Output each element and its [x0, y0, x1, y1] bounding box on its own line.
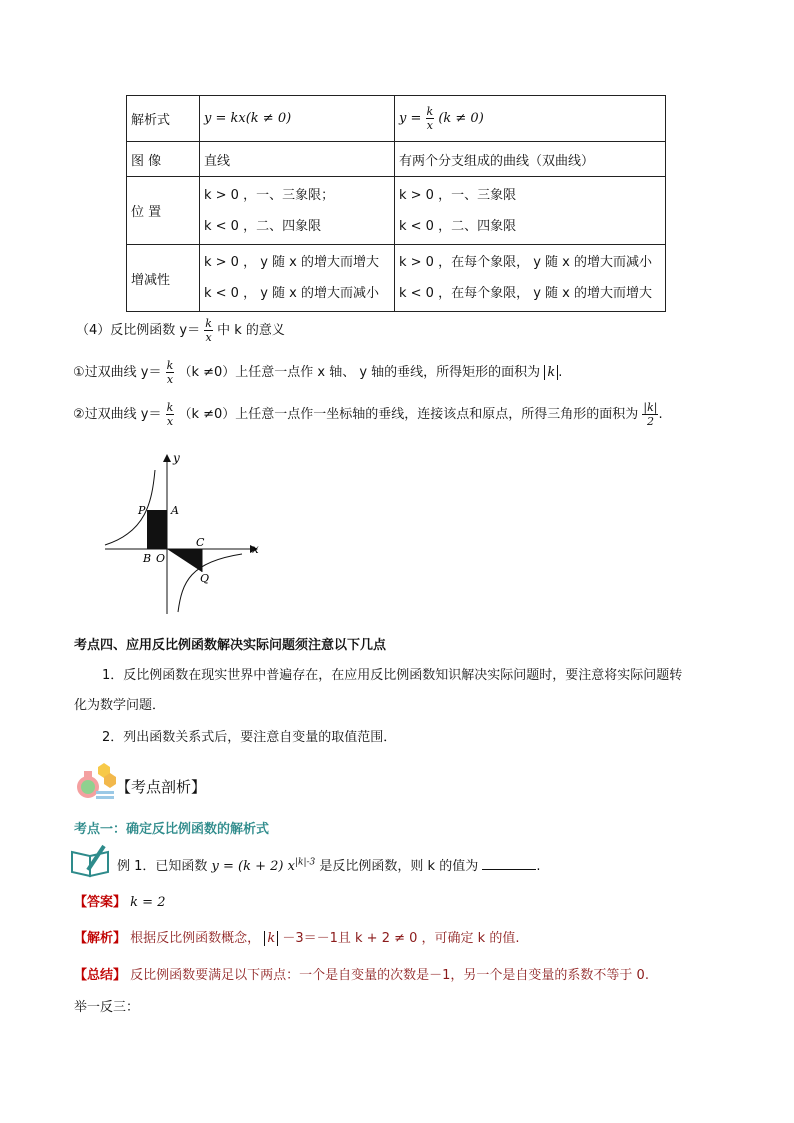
label-y: y — [173, 452, 180, 465]
knowledge-point-title: 考点一：确定反比例函数的解析式 — [74, 822, 270, 837]
y-axis-arrow — [163, 454, 171, 462]
text: ①过双曲线 y＝ — [73, 365, 162, 380]
table-row — [127, 177, 666, 245]
text: （4）反比例函数 y＝ — [76, 323, 201, 338]
answer-text: k = 2 — [130, 895, 166, 910]
answer-blank — [482, 857, 536, 870]
fraction: $\frac{k}{x}$ — [205, 317, 212, 344]
section-4-heading — [76, 318, 285, 343]
answer-line — [74, 891, 165, 910]
cell: 直线 — [200, 142, 395, 177]
text: . — [558, 365, 563, 380]
cell: y = kx(k ≠ 0) — [200, 96, 395, 142]
shaded-rectangle — [147, 510, 167, 549]
hyperbola-branch-lower — [178, 554, 242, 612]
example-1 — [117, 855, 540, 874]
text: . — [658, 407, 663, 422]
table-row — [127, 142, 666, 177]
cell-line: k < 0 ，二、四象限 — [204, 218, 322, 234]
fraction: $\frac{k}{x}$ — [426, 105, 434, 132]
section-title: 考点四、应用反比例函数解决实际问题须注意以下几点 — [74, 638, 387, 653]
cell — [395, 245, 666, 312]
text: 是反比例函数，则 k 的值为 — [319, 859, 479, 874]
label-q: Q — [200, 572, 210, 585]
cell — [200, 177, 395, 245]
text: 根据反比例函数概念， — [130, 931, 261, 946]
shaded-triangle — [167, 549, 202, 572]
text: （k ≠0）上任意一点作 x 轴、 y 轴的垂线，所得矩形的面积为 — [178, 365, 541, 380]
fraction: $\frac{k}{x}$ — [166, 401, 174, 428]
label-a: A — [171, 504, 179, 517]
explanation-line — [74, 927, 519, 946]
text: . — [536, 859, 541, 874]
row-header: 增减性 — [127, 245, 200, 312]
cell-line: k > 0 ，一、三象限 — [399, 187, 517, 203]
formula-prefix: y = — [399, 111, 422, 126]
explanation-label: 【解析】 — [74, 931, 127, 946]
hyperbola-figure — [100, 452, 280, 618]
cell — [200, 245, 395, 312]
label-b: B — [143, 552, 152, 565]
property-line-2 — [73, 402, 663, 427]
paragraph-line: 1．反比例函数在现实世界中普遍存在，在应用反比例函数知识解决实际问题时，要注意将实际问题转 — [102, 668, 683, 683]
table-row — [127, 245, 666, 312]
cell-line: k > 0 ， y 随 x 的增大而增大 — [204, 255, 380, 270]
label-o: O — [156, 552, 166, 565]
summary-text: 反比例函数要满足以下两点：一个是自变量的次数是－1，另一个是自变量的系数不等于 0. — [130, 968, 649, 983]
property-line-1 — [73, 360, 562, 385]
label-c: C — [196, 536, 205, 549]
paragraph-line: 2．列出函数关系式后，要注意自变量的取值范围． — [102, 730, 397, 745]
text: 中 k 的意义 — [217, 323, 285, 338]
cell-line: k < 0 ，在每个象限， y 随 x 的增大而增大 — [399, 286, 653, 301]
cell: 有两个分支组成的曲线（双曲线） — [395, 142, 666, 177]
cell-line: k > 0 ，在每个象限， y 随 x 的增大而减小 — [399, 255, 653, 270]
fraction: $\frac{k}{x}$ — [166, 359, 174, 386]
practice-heading: 举一反三： — [74, 1000, 140, 1015]
text: ②过双曲线 y＝ — [73, 407, 162, 422]
label-p: P — [138, 504, 146, 517]
absolute-value: k — [264, 931, 278, 946]
text: 例 1．已知函数 — [117, 859, 208, 874]
cell-line: k > 0 ，一、三象限； — [204, 187, 335, 203]
text: （k ≠0）上任意一点作一坐标轴的垂线，连接该点和原点，所得三角形的面积为 — [178, 407, 639, 422]
cell — [395, 96, 666, 142]
cell-line: k < 0 ， y 随 x 的增大而减小 — [204, 286, 380, 301]
fraction: $\frac{|k|}{2}$ — [643, 401, 658, 428]
text: －3＝－1且 k + 2 ≠ 0 ，可确定 k 的值. — [282, 931, 520, 946]
answer-label: 【答案】 — [74, 895, 127, 910]
formula-suffix: (k ≠ 0) — [438, 111, 484, 126]
expression: y = (k + 2) x — [211, 859, 295, 874]
absolute-value: k — [544, 365, 558, 380]
paragraph-line: 化为数学问题． — [74, 698, 166, 713]
row-header: 图 像 — [127, 142, 200, 177]
flask-icon — [74, 763, 116, 801]
properties-table — [126, 95, 666, 312]
summary-label: 【总结】 — [74, 968, 127, 983]
book-pen-icon — [70, 844, 112, 878]
table-row — [127, 96, 666, 142]
row-header: 位 置 — [127, 177, 200, 245]
row-header: 解析式 — [127, 96, 200, 142]
label-x: x — [252, 542, 259, 556]
exponent: |k|-3 — [294, 857, 316, 868]
cell — [395, 177, 666, 245]
summary-line — [74, 964, 649, 983]
analysis-heading: 【考点剖析】 — [116, 778, 207, 796]
cell-line: k < 0 ，二、四象限 — [399, 218, 517, 234]
